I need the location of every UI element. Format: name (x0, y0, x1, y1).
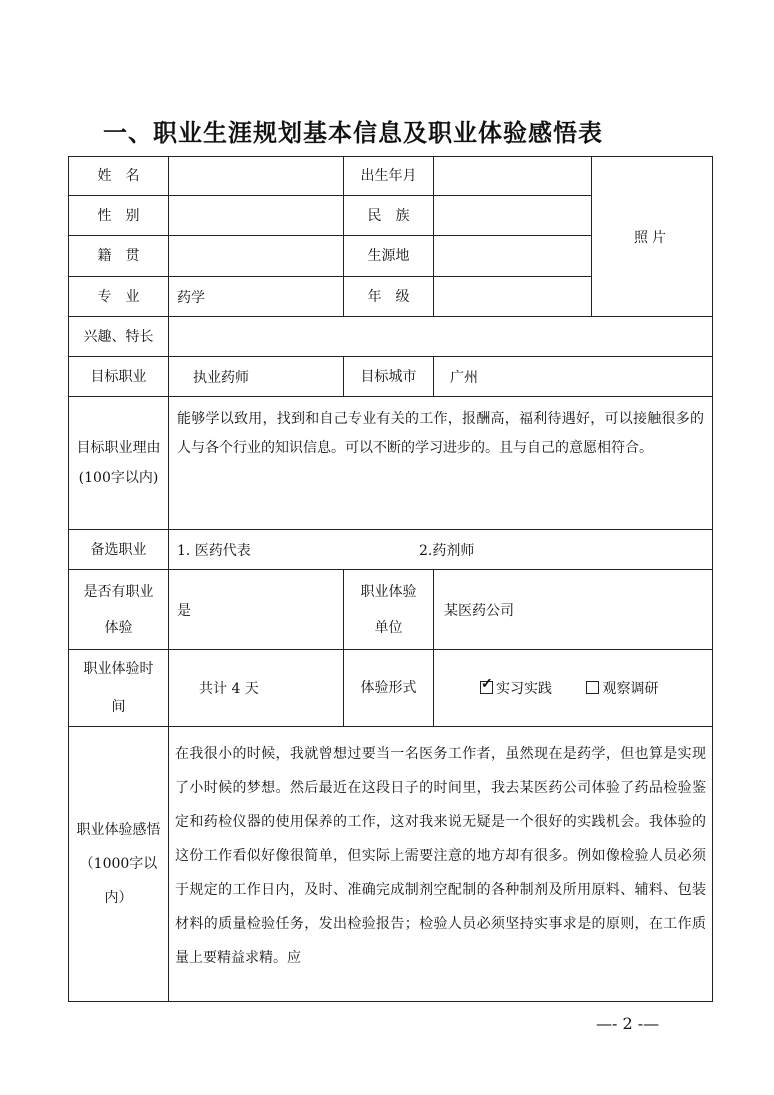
field-exp-form (434, 650, 713, 727)
field-gender[interactable] (169, 196, 344, 236)
label-birth: 出生年月 (344, 157, 434, 196)
label-backup-job: 备选职业 (69, 530, 169, 570)
label-grade: 年级 (344, 277, 434, 317)
label-gender: 性别 (69, 196, 169, 236)
checkbox-checked-icon[interactable] (480, 681, 493, 694)
label-hobby: 兴趣、特长 (69, 317, 169, 357)
field-target-city[interactable]: 广州 (434, 357, 713, 397)
label-exp-form: 体验形式 (344, 650, 434, 727)
field-origin[interactable] (434, 236, 592, 277)
field-ethnicity[interactable] (434, 196, 592, 236)
field-native-place[interactable] (169, 236, 344, 277)
option-internship-label: 实习实践 (496, 681, 552, 697)
label-exp-time: 职业体验时间 (69, 650, 169, 727)
field-reflection[interactable]: 在我很小的时候，我就曾想过要当一名医务工作者，虽然现在是药学，但也算是实现了小时候的梦想。然后最近在这段日子的时间里，我去某医药公司体验了药品检验鉴定和药检仪器的使用保养的工作，这对我来说无疑是一个很好的实践机会。我体验的这份工作看似好像很简单，但实际上需要注意的地方却有很多。例如像检验人员必须于规定的工作日内，及时、准确完成制剂空配制的各种制剂及所用原料、辅料、包装材料的质量检验任务，发出检验报告；检验人员必须坚持实事求是的原则，在工作质量上要精益求精。应 (169, 727, 713, 1002)
career-info-form (68, 156, 713, 1002)
label-reflection: 职业体验感悟（1000字以内） (69, 727, 169, 1002)
field-grade[interactable] (434, 277, 592, 317)
label-target-job: 目标职业 (69, 357, 169, 397)
label-reason: 目标职业理由(100字以内) (69, 397, 169, 530)
label-major: 专业 (69, 277, 169, 317)
label-has-experience: 是否有职业体验 (69, 570, 169, 650)
option-observation[interactable] (586, 681, 658, 697)
field-name[interactable] (169, 157, 344, 196)
field-reason[interactable]: 能够学以致用，找到和自己专业有关的工作，报酬高，福利待遇好，可以接触很多的人与各个行业的知识信息。可以不断的学习进步的。且与自己的意愿相符合。 (169, 397, 713, 530)
label-exp-unit: 职业体验单位 (344, 570, 434, 650)
option-internship[interactable] (480, 681, 556, 697)
field-backup-job[interactable] (169, 530, 713, 570)
backup-job-2: 2.药剂师 (419, 542, 475, 559)
label-target-city: 目标城市 (344, 357, 434, 397)
field-birth[interactable] (434, 157, 592, 196)
option-observation-label: 观察调研 (602, 681, 659, 697)
field-major[interactable]: 药学 (169, 277, 344, 317)
label-native-place: 籍贯 (69, 236, 169, 277)
field-has-experience[interactable]: 是 (169, 570, 344, 650)
label-origin: 生源地 (344, 236, 434, 277)
backup-job-1: 1. 医药代表 (177, 542, 251, 559)
photo-box[interactable]: 照片 (592, 157, 713, 317)
field-hobby[interactable] (169, 317, 713, 357)
checkbox-empty-icon[interactable] (586, 681, 599, 694)
label-ethnicity: 民族 (344, 196, 434, 236)
field-exp-unit[interactable]: 某医药公司 (434, 570, 713, 650)
page-number: —- 2 -— (596, 1014, 660, 1033)
page-title: 一、职业生涯规划基本信息及职业体验感悟表 (103, 119, 603, 147)
field-exp-time[interactable]: 共计 4 天 (169, 650, 344, 727)
label-name: 姓名 (69, 157, 169, 196)
field-target-job[interactable]: 执业药师 (169, 357, 344, 397)
